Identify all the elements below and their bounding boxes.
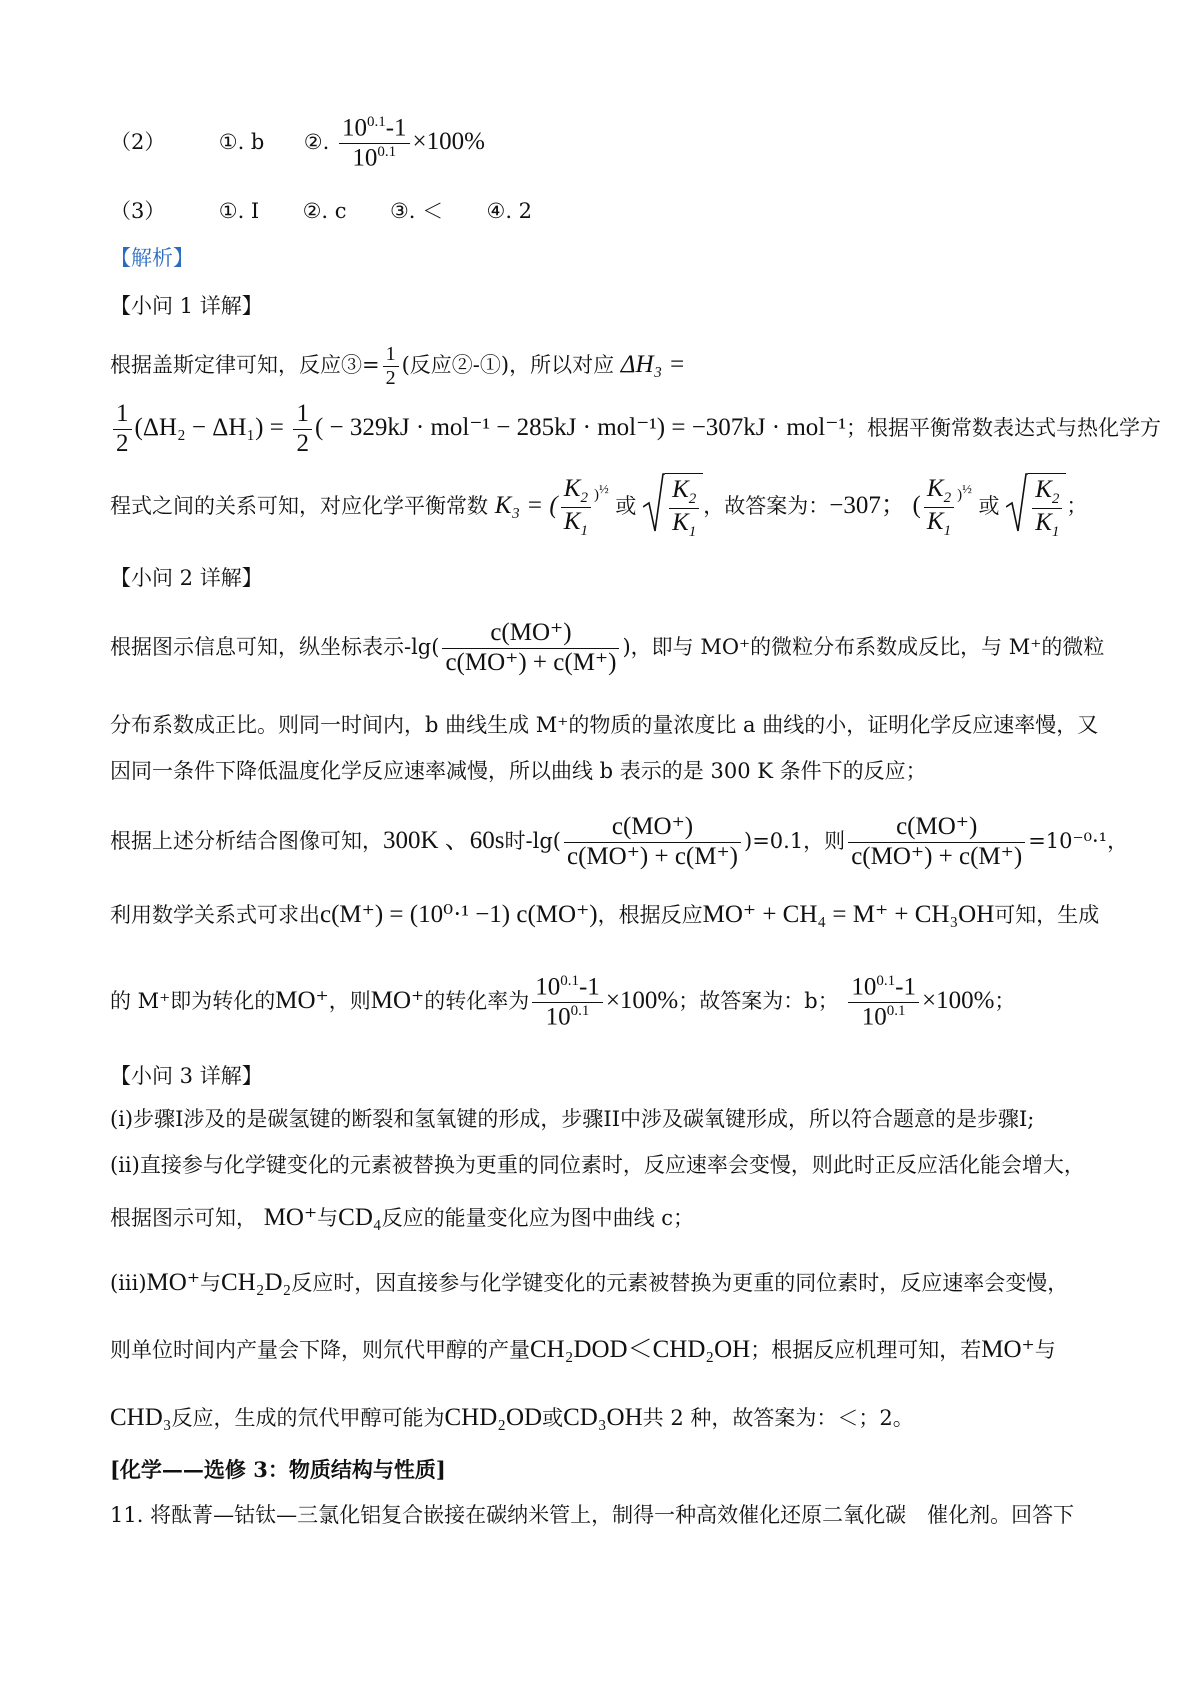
answer-3-option-4: ④. 2 [486, 199, 533, 223]
one-half-fraction: $\frac{1}{2}$ [293, 400, 312, 459]
k2-over-k1-fraction: $\frac{K_2}{K_1}$ [924, 475, 954, 541]
sub1-line-2: $\frac{1}{2}$ (ΔH₂ − ΔH₁) = $\frac{1}{2}$ ( − 329kJ · mol⁻¹ − 285kJ · mol⁻¹) = −307kJ · mol⁻¹；根据平衡常数表达式与热化学方 [110, 398, 1161, 458]
sub1-line-1: 根据盖斯定律可知，反应③= $\frac{1}{2}$ (反应②-①)，所以对应 ΔH₃ = [110, 343, 686, 389]
mo-ratio-fraction: $\frac{c(MO^+)}{c(MO^+) + c(M^+)}$ [564, 813, 741, 872]
analysis-tag: 【解析】 [110, 246, 194, 270]
sub3-line-3: 根据图示可知， MO⁺与CD₄反应的能量变化应为图中曲线 c； [110, 1204, 695, 1231]
k2-over-k1-fraction: $\frac{K_2}{K_1}$ [561, 475, 591, 541]
answer-2-fraction: $\frac{10^{0.1}-1}{10^{0.1}}$ [339, 114, 410, 173]
mo-ratio-fraction: $\frac{c(MO^+)}{c(MO^+) + c(M^+)}$ [848, 813, 1025, 872]
sub3-line-5: 则单位时间内产量会下降，则氘代甲醇的产量CH₂DOD＜CHD₂OH；根据反应机理可知，若MO⁺与 [110, 1336, 1056, 1363]
answer-3-option-3: ③. ＜ [389, 199, 444, 223]
sub1-heading: 【小问 1 详解】 [110, 294, 263, 318]
sub3-line-1: (i)步骤I涉及的是碳氢键的断裂和氢氧键的形成，步骤II中涉及碳氧键形成，所以符合题意的是步骤I; [110, 1107, 1035, 1131]
answer-3-prefix: （3） [110, 199, 166, 223]
section-title: [化学——选修 3：物质结构与性质] [110, 1457, 446, 1482]
sub3-line-2: (ii)直接参与化学键变化的元素被替换为更重的同位素时，反应速率会变慢，则此时正反应活化能会增大， [110, 1153, 1085, 1177]
answer-2-option-1: ①. b [218, 130, 265, 154]
sub3-line-6: CHD₃反应，生成的氘代甲醇可能为CHD₂OD或CD₃OH共 2 种，故答案为：＜；2。 [110, 1404, 914, 1431]
question-11: 11. 将酞菁—钴钛—三氯化铝复合嵌接在碳纳米管上，制得一种高效催化还原二氧化碳 催化剂。回答下 [110, 1503, 1075, 1527]
sub3-heading: 【小问 3 详解】 [110, 1064, 263, 1088]
answer-3-option-1: ①. I [218, 199, 260, 223]
conversion-fraction: $\frac{10^{0.1}-1}{10^{0.1}}$ [848, 973, 919, 1032]
mo-ratio-fraction: $\frac{c(MO^+)}{c(MO^+) + c(M^+)}$ [442, 619, 619, 678]
answer-2-line [110, 112, 485, 172]
one-half-fraction: $\frac{1}{2}$ [383, 343, 399, 390]
answer-2-tail: ×100% [412, 128, 485, 155]
sub2-heading: 【小问 2 详解】 [110, 566, 263, 590]
sub2-line-6: 的 M⁺即为转化的MO⁺，则MO⁺的转化率为 $\frac{10^{0.1}-1}{10^{0.1}}$ ×100%；故答案为：b； $\frac{10^{0.1}-1}{10^{0.1}}$ ×100%； [110, 972, 1016, 1031]
sub2-line-4: 根据上述分析结合图像可知，300K 、60s时-lg( $\frac{c(MO^+)}{c(MO^+) + c(M^+)}$ )=0.1，则 $\frac{c(MO^+)}{c(MO^+) + c(M^+)}$ =10⁻⁰·¹， [110, 813, 1129, 870]
answer-3-line [110, 196, 532, 226]
answer-2-option-2-label: ②. [303, 130, 330, 154]
sqrt-k2-over-k1: $\frac{K_2}{K_1}$ [1006, 473, 1066, 541]
sqrt-k2-over-k1: $\frac{K_2}{K_1}$ [643, 473, 703, 541]
sub3-line-4: (iii)MO⁺与CH₂D₂反应时，因直接参与化学键变化的元素被替换为更重的同位素时，反应速率会变慢， [110, 1269, 1069, 1296]
sub2-line-1: 根据图示信息可知，纵坐标表示-lg( $\frac{c(MO^+)}{c(MO^+) + c(M^+)}$ )，即与 MO⁺的微粒分布系数成反比，与 M⁺的微粒 [110, 619, 1105, 676]
conversion-fraction: $\frac{10^{0.1}-1}{10^{0.1}}$ [532, 973, 603, 1032]
answer-2-prefix: （2） [110, 130, 166, 154]
answer-3-option-2: ②. c [302, 199, 347, 223]
sub2-line-3: 因同一条件下降低温度化学反应速率减慢，所以曲线 b 表示的是 300 K 条件下的反应； [110, 759, 927, 783]
sub2-line-5: 利用数学关系式可求出c(M⁺) = (10⁰·¹ −1) c(MO⁺)，根据反应MO⁺ + CH₄ = M⁺ + CH₃OH可知，生成 [110, 901, 1100, 928]
sub1-line-3: 程式之间的关系可知，对应化学平衡常数 K₃ = ( $\frac{K_2}{K_1}$ $^{)^{\frac{1}{2}}}$ 或 $\frac{K_2}{K_1}$ ，故答案为：−307； ( $\frac{K_2}{K_1}$ $^{)^{\frac{1}{2}}}$ 或 $\frac{K_2}{K_1}$ ； [110, 474, 1088, 541]
sub2-line-2: 分布系数成正比。则同一时间内，b 曲线生成 M⁺的物质的量浓度比 a 曲线的小，证明化学反应速率慢，又 [110, 713, 1099, 737]
one-half-fraction: $\frac{1}{2}$ [113, 400, 132, 459]
